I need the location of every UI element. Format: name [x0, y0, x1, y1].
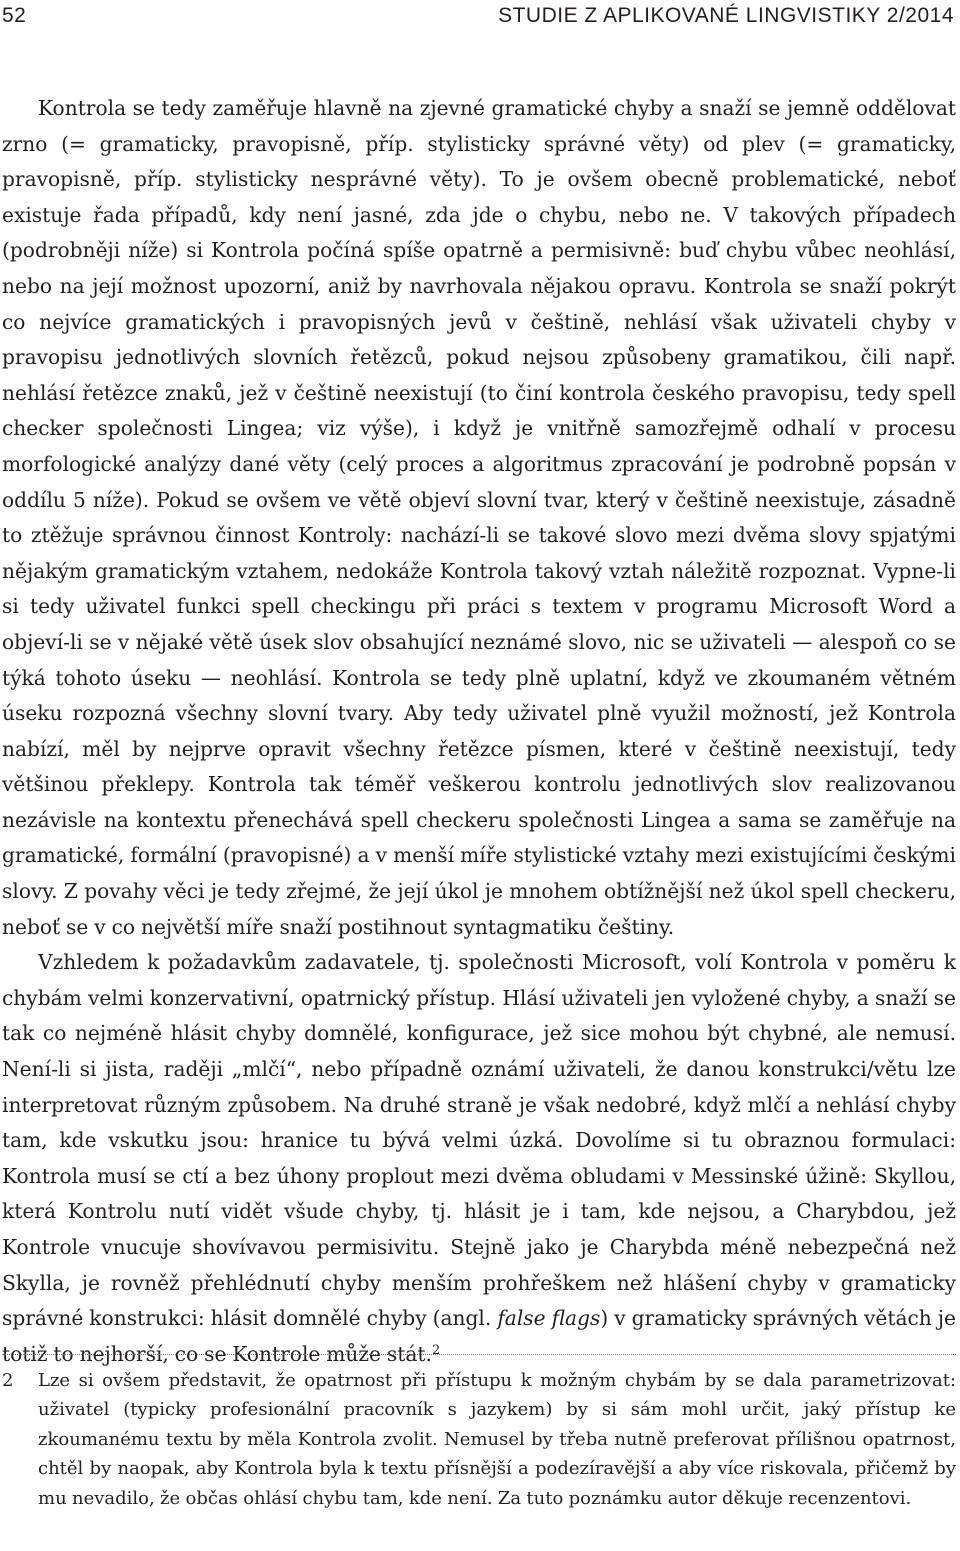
footnote-reference: 2: [431, 1342, 441, 1358]
paragraph-1-text: Kontrola se tedy zaměřuje hlavně na zjevné gramatické chyby a snaží se jemně oddělovat zrno (= gramaticky, pravopisně, příp. stylisticky správné věty) od plev (= gramaticky, pravopisně, příp. stylisticky nesprávné věty). To je ovšem obecně problematické, neboť existuje řada případů, kdy není jasné, zda jde o chybu, nebo ne. V takových případech (podrobněji níže) si Kontrola počíná spíše opatrně a permisivně: buď chybu vůbec neohlásí, nebo na její možnost upozorní, aniž by navrhovala nějakou opravu. Kontrola se snaží pokrýt co nejvíce gramatických i pravopisných jevů v češtině, nehlásí však uživateli chyby v pravopisu jednotlivých slovních řetězců, pokud nejsou způsobeny gramatikou, čili např. nehlásí řetězce znaků, jež v češtině neexistují (to činí kontrola českého pravopisu, tedy spell checker společnosti Lingea; viz výše), i když je vnitřně samozřejmě odhalí v procesu morfologické analýzy dané věty (celý proces a algoritmus zpracování je podrobně popsán v oddílu 5 níže). Pokud se ovšem ve větě objeví slovní tvar, který v češtině neexistuje, zásadně to ztěžuje správnou činnost Kontroly: nachází-li se takové slovo mezi dvěma slovy spjatými nějakým gramatickým vztahem, nedokáže Kontrola takový vztah náležitě rozpoznat. Vypne-li si tedy uživatel funkci spell checkingu při práci s textem v programu Microsoft Word a objeví-li se v nějaké větě úsek slov obsahující neznámé slovo, nic se uživateli — alespoň co se týká tohoto úseku — neohlásí. Kontrola se tedy plně uplatní, když ve zkoumaném větném úseku rozpozná všechny slovní tvary. Aby tedy uživatel plně využil možností, jež Kontrola nabízí, měl by nejprve opravit všechny řetězce písmen, které v češtině neexistují, tedy většinou překlepy. Kontrola tak téměř veškerou kontrolu jednotlivých slov realizovanou nezávisle na kontextu přenechává spell checkeru společnosti Lingea a sama se zaměřuje na gramatické, formální (pravopisné) a v menší míře stylistické vztahy mezi existujícími českými slovy. Z povahy věci je tedy zřejmé, že její úkol je mnohem obtížnější než úkol spell checkeru, neboť se v co největší míře snaží postihnout syntagmatiku češtiny.: [2, 96, 956, 939]
footnote-separator: [2, 1354, 956, 1355]
paragraph-2-text-b: ) v gramaticky správných větách je totiž to nejhorší, co se Kontrole může stát.: [2, 1306, 956, 1366]
footnote-number: 2: [2, 1370, 14, 1391]
footnote-text: Lze si ovšem představit, že opatrnost při přístupu k možným chybám by se dala parametrizovat: uživatel (typicky profesionální pracovník s jazykem) by si sám mohl určit, jaký přístup ke zkoumanému textu by měla Kontrola zvolit. Nemusel by třeba nutně preferovat přílišnou opatrnost, chtěl by naopak, aby Kontrola byla k textu přísnější a podezíravější a aby více riskovala, přičemž by mu nevadilo, že občas ohlásí chybu tam, kde není. Za tuto poznámku autor děkuje recenzentovi.: [38, 1370, 956, 1509]
paragraph-2-text-a: Vzhledem k požadavkům zadavatele, tj. společnosti Microsoft, volí Kontrola v poměru k chybám velmi konzervativní, opatrnický přístup. Hlásí uživateli jen vyložené chyby, a snaží se tak co nejméně hlásit chyby domnělé, konfigurace, jež sice mohou být chybné, ale nemusí. Není-li si jista, raději „mlčí“, nebo případně oznámí uživateli, že danou konstrukci/větu lze interpretovat různým způsobem. Na druhé straně je však nedobré, když mlčí a nehlásí chyby tam, kde vskutku jsou: hranice tu bývá velmi úzká. Dovolíme si tu obraznou formulaci: Kontrola musí se ctí a bez úhony proplout mezi dvěma obludami v Messinské úžině: Skyllou, která Kontrolu nutí vidět všude chyby, tj. hlásit je i tam, kde nejsou, a Charybdou, jež Kontrole vnucuje shovívavou permisivitu. Stejně jako je Charybda méně nebezpečná než Skylla, je rovněž přehlédnutí chyby menším prohřeškem než hlášení chyby v gramaticky správné konstrukci: hlásit domnělé chyby (angl.: [2, 950, 956, 1331]
main-text: [2, 91, 956, 1372]
running-head: STUDIE Z APLIKOVANÉ LINGVISTIKY 2/2014: [498, 4, 954, 27]
paragraph-2: [2, 945, 956, 1372]
page-number: 52: [2, 4, 27, 27]
paragraph-1: [2, 91, 956, 945]
paragraph-2-italic-term: false flags: [497, 1306, 601, 1331]
footnote: [2, 1366, 956, 1513]
